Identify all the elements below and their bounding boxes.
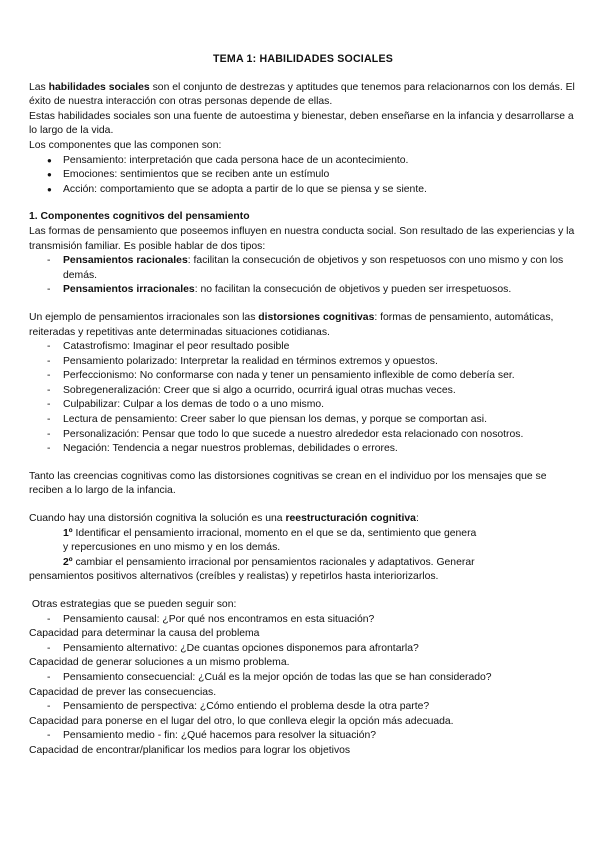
list-item — [29, 283, 577, 298]
section-heading: 1. Componentes cognitivos del pensamiento — [29, 211, 250, 223]
type-term: Pensamientos irracionales — [63, 284, 195, 296]
list-item: ● Emociones: sentimientos que se reciben ante un estímulo — [29, 168, 577, 183]
intro-paragraph-2: Estas habilidades sociales son una fuente de autoestima y bienestar, deben enseñarse en la infancia y desarrollarse a lo largo de la vida. — [29, 110, 574, 137]
strategy-description: Capacidad para ponerse en el lugar del otro, lo que conlleva elegir la opción más adecuada. — [29, 715, 454, 727]
intro-text: son el conjunto de destrezas y aptitudes que tenemos para relacionarnos con los demás. El éxito de nuestra interacción con otras personas depende de ellas. — [29, 81, 575, 108]
strategy-item — [29, 642, 577, 657]
restructuring-step-1 — [29, 527, 577, 556]
bold-term: reestructuración cognitiva — [285, 513, 416, 525]
type-text: : no facilitan la consecución de objetivos y pueden ser irrespetuosos. — [194, 284, 512, 296]
list-item: - Perfeccionismo: No conformarse con nada y tener un pensamiento inflexible de como debería ser. — [29, 369, 577, 384]
beliefs-paragraph: Tanto las creencias cognitivas como las distorsiones cognitivas se crean en el individuo por los mensajes que se reciben a lo largo de la infancia. — [29, 470, 547, 497]
intro-text: Las — [29, 81, 49, 93]
document-page — [29, 52, 577, 759]
paragraph-text: : formas de pensamiento, automáticas, reiteradas y repetitivas ante determinadas situaciones cotidianas. — [29, 311, 554, 338]
list-item: ● Acción: comportamiento que se adopta a partir de lo que se piensa y se siente. — [29, 183, 577, 198]
step-text: pensamientos positivos alternativos (creíbles y realistas) y repetirlos hasta interiorizarlos. — [29, 571, 439, 583]
list-item: - Pensamiento consecuencial: ¿Cuál es la mejor opción de todas las que se han considerado? — [29, 671, 577, 686]
strategy-item — [29, 700, 577, 715]
distortions-list — [29, 340, 577, 457]
step-text: y repercusiones en uno mismo y en los demás. — [63, 542, 281, 554]
strategies-intro: Otras estrategias que se pueden seguir son: — [29, 599, 237, 610]
strategy-item — [29, 613, 577, 628]
document-title: TEMA 1: HABILIDADES SOCIALES — [212, 53, 393, 65]
strategy-description: Capacidad de generar soluciones a un mismo problema. — [29, 657, 290, 669]
distortions-paragraph — [29, 311, 577, 340]
list-item: - Pensamiento medio - fin: ¿Qué hacemos para resolver la situación? — [29, 729, 577, 744]
restructuring-paragraph — [29, 512, 577, 527]
step-text: Identificar el pensamiento irracional, momento en el que se da, sentimiento que genera — [72, 527, 477, 539]
paragraph-text: Un ejemplo de pensamientos irracionales son las — [29, 311, 259, 323]
list-item: - Personalización: Pensar que todo lo que sucede a nuestro alrededor esta relacionado con nosotros. — [29, 428, 577, 443]
list-item: - Pensamiento polarizado: Interpretar la realidad en términos extremos y opuestos. — [29, 355, 577, 370]
bold-term: distorsiones cognitivas — [258, 311, 375, 323]
list-item: - Sobregeneralización: Creer que si algo a ocurrido, ocurrirá igual otras muchas veces. — [29, 384, 577, 399]
paragraph-text: : — [415, 513, 419, 525]
list-item — [29, 254, 577, 283]
list-item: - Culpabilizar: Culpar a los demas de todo o a uno mismo. — [29, 398, 577, 413]
list-item: - Negación: Tendencia a negar nuestros problemas, debilidades o errores. — [29, 442, 577, 457]
step-number: 1º — [63, 527, 73, 539]
step-number: 2º — [63, 556, 73, 568]
list-item: - Pensamiento alternativo: ¿De cuantas opciones disponemos para afrontarla? — [29, 642, 577, 657]
strategy-description: Capacidad para determinar la causa del problema — [29, 628, 260, 640]
components-list — [29, 154, 577, 198]
list-item: - Pensamiento causal: ¿Por qué nos encontramos en esta situación? — [29, 613, 577, 628]
intro-paragraph-1 — [29, 81, 577, 110]
list-item: ● Pensamiento: interpretación que cada persona hace de un acontecimiento. — [29, 154, 577, 169]
type-term: Pensamientos racionales — [63, 255, 188, 267]
list-item: - Pensamiento de perspectiva: ¿Cómo entiendo el problema desde la otra parte? — [29, 700, 577, 715]
strategy-description: Capacidad de encontrar/planificar los medios para lograr los objetivos — [29, 744, 351, 756]
strategy-item — [29, 729, 577, 744]
step-text: cambiar el pensamiento irracional por pensamientos racionales y adaptativos. Generar — [72, 556, 475, 568]
type-text: : facilitan la consecución de objetivos y son respetuosos con uno mismo y con los demás. — [63, 255, 564, 281]
intro-bold-term: habilidades sociales — [48, 81, 150, 93]
section-paragraph: Las formas de pensamiento que poseemos influyen en nuestra conducta social. Son resultado de las experiencias y la transmisión familiar. Es posible hablar de dos tipos: — [29, 225, 575, 252]
restructuring-step-2 — [29, 556, 577, 585]
intro-paragraph-3: Los componentes que las componen son: — [29, 139, 222, 151]
strategy-description: Capacidad de prever las consecuencias. — [29, 686, 217, 698]
thought-types-list — [29, 254, 577, 298]
list-item: - Lectura de pensamiento: Creer saber lo que piensan los demas, y porque se comportan asi. — [29, 413, 577, 428]
list-item: - Catastrofismo: Imaginar el peor resultado posible — [29, 340, 577, 355]
strategy-item — [29, 671, 577, 686]
paragraph-text: Cuando hay una distorsión cognitiva la solución es una — [29, 513, 286, 525]
